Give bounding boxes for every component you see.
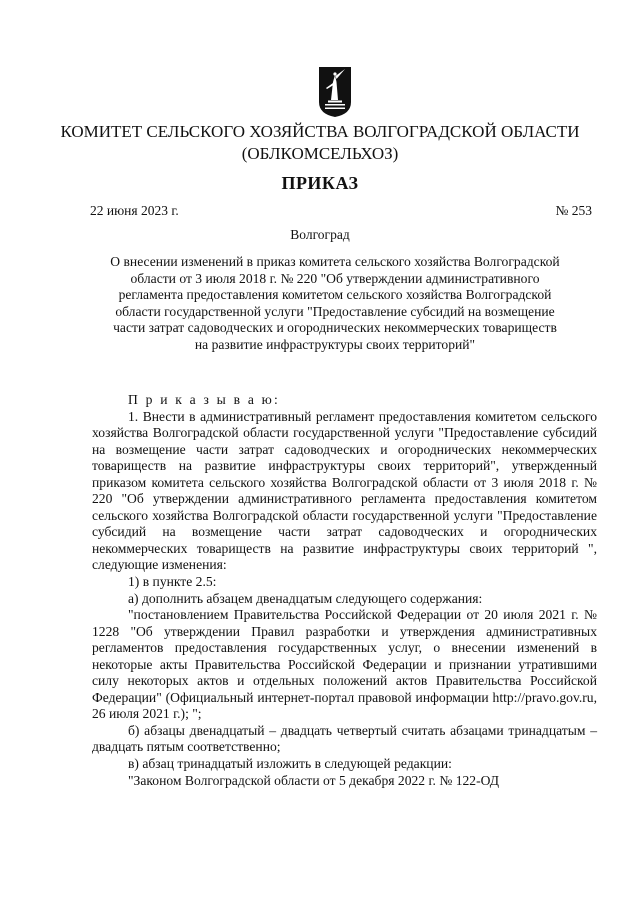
committee-name [0, 121, 640, 165]
paragraph-sub-1: 1) в пункте 2.5: [128, 574, 217, 590]
document-city: Волгоград [290, 227, 350, 242]
paragraph-sub-1b: б) абзацы двенадцатый – двадцать четвертый считать абзацами тринадцатым – двадцать пятым соответственно; [92, 722, 597, 755]
committee-name-line2: (ОБЛКОМСЕЛЬХОЗ) [241, 144, 399, 163]
paragraph-sub-1c: в) абзац тринадцатый изложить в следующей редакции: [128, 756, 452, 772]
order-word: П р и к а з ы в а ю: [128, 392, 280, 407]
paragraph-item-1: 1. Внести в административный регламент предоставления комитетом сельского хозяйства Волгоградской области государственной услуги "Предоставление субсидий на возмещение части затрат садоводческих и огороднических некоммерческих товариществ на развитие инфраструктуры своих территорий", утвержденный приказом комитета сельского хозяйства Волгоградской области от 3 июля 2018 г. № 220 "Об утверждении административного регламента предоставления комитетом сельского хозяйства Волгоградской области государственной услуги "Предоставление субсидий на возмещение части затрат садоводческих и огороднических некоммерческих товариществ на развитие инфраструктуры своих территорий ", следующие изменения: [92, 408, 597, 573]
document-number: № 253 [555, 203, 592, 218]
document-type-title: ПРИКАЗ [281, 173, 359, 193]
paragraph-quote-1: "постановлением Правительства Российской Федерации от 20 июля 2021 г. № 1228 "Об утверждении Правил разработки и утверждения административных регламентов предоставления государственных услуг, о внесении изменений в некоторые акты Правительства Российской Федерации и признании утратившими силу некоторых актов и отдельных положений актов Правительства Российской Федерации" (Официальный интернет-портал правовой информации http://pravo.gov.ru, 26 июля 2021 г.); "; [92, 607, 597, 722]
volgograd-coat-of-arms-icon [318, 66, 352, 118]
document-subject: О внесении изменений в приказ комитета сельского хозяйства Волгоградской области от 3 июля 2018 г. № 220 "Об утверждении административного регламента предоставления комитетом сельского хозяйства Волгоградской области государственной услуги "Предоставление субсидий на возмещение части затрат садоводческих и огороднических некоммерческих товариществ на развитие инфраструктуры своих территорий" [110, 254, 560, 352]
document-date: 22 июня 2023 г. [90, 203, 179, 218]
paragraph-quote-2: "Законом Волгоградской области от 5 декабря 2022 г. № 122-ОД [128, 772, 500, 788]
document-body [92, 392, 597, 789]
committee-name-line1: КОМИТЕТ СЕЛЬСКОГО ХОЗЯЙСТВА ВОЛГОГРАДСКОЙ ОБЛАСТИ [60, 122, 580, 141]
paragraph-sub-1a: а) дополнить абзацем двенадцатым следующего содержания: [128, 590, 483, 606]
